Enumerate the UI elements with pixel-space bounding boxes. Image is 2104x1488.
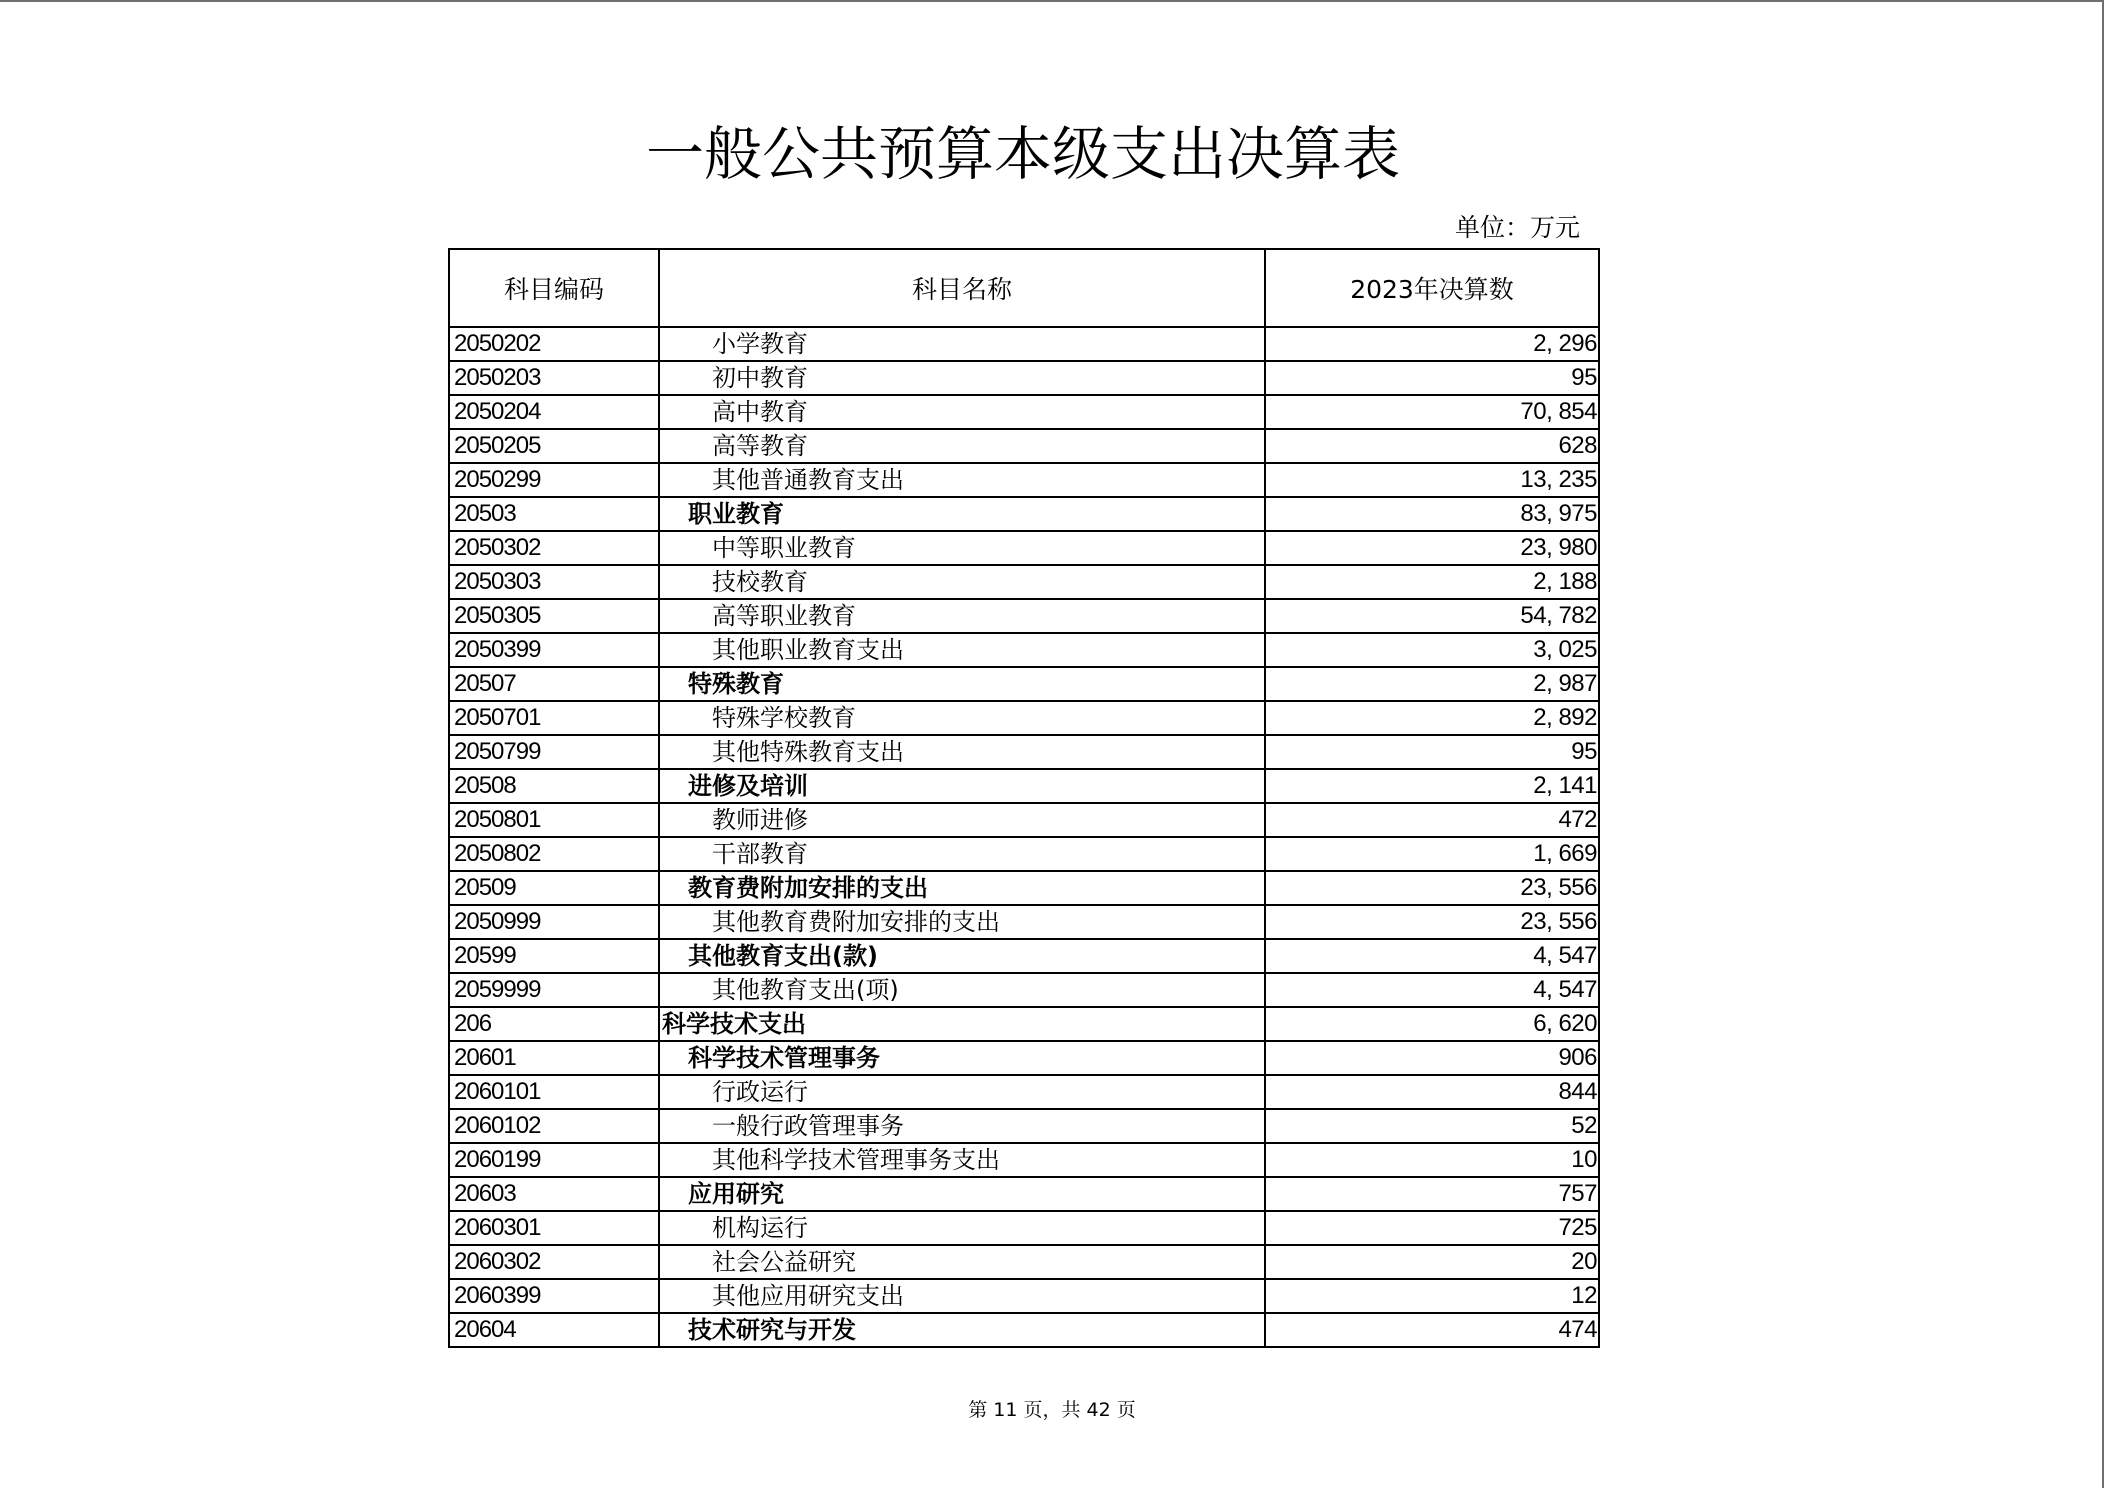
table-row (449, 327, 1599, 361)
cell-name: 高中教育 (659, 395, 1265, 429)
cell-name: 技术研究与开发 (659, 1313, 1265, 1347)
cell-amount: 2, 188 (1265, 565, 1599, 599)
cell-name: 干部教育 (659, 837, 1265, 871)
table-row (449, 837, 1599, 871)
table-row (449, 905, 1599, 939)
cell-amount: 472 (1265, 803, 1599, 837)
cell-amount: 2, 987 (1265, 667, 1599, 701)
cell-amount: 10 (1265, 1143, 1599, 1177)
cell-amount: 844 (1265, 1075, 1599, 1109)
cell-amount: 4, 547 (1265, 973, 1599, 1007)
cell-amount: 83, 975 (1265, 497, 1599, 531)
cell-code: 2060302 (449, 1245, 659, 1279)
table-row (449, 1007, 1599, 1041)
cell-name: 机构运行 (659, 1211, 1265, 1245)
page-top-border (0, 0, 2104, 2)
page-footer: 第 11 页，共 42 页 (968, 1399, 1136, 1421)
cell-code: 2050299 (449, 463, 659, 497)
cell-amount: 4, 547 (1265, 939, 1599, 973)
cell-name: 其他应用研究支出 (659, 1279, 1265, 1313)
header-name: 科目名称 (659, 249, 1265, 327)
cell-amount: 23, 980 (1265, 531, 1599, 565)
cell-name: 教师进修 (659, 803, 1265, 837)
unit-label: 单位：万元 (1454, 213, 1580, 242)
table-row (449, 361, 1599, 395)
document-title: 一般公共预算本级支出决算表 (645, 120, 1400, 188)
cell-code: 2060102 (449, 1109, 659, 1143)
cell-amount: 70, 854 (1265, 395, 1599, 429)
cell-code: 2050801 (449, 803, 659, 837)
table-row (449, 429, 1599, 463)
cell-amount: 906 (1265, 1041, 1599, 1075)
cell-amount: 54, 782 (1265, 599, 1599, 633)
table-row (449, 395, 1599, 429)
table-row (449, 1177, 1599, 1211)
table-row (449, 1313, 1599, 1347)
cell-code: 2059999 (449, 973, 659, 1007)
cell-amount: 2, 141 (1265, 769, 1599, 803)
cell-amount: 12 (1265, 1279, 1599, 1313)
cell-amount: 2, 892 (1265, 701, 1599, 735)
cell-code: 20508 (449, 769, 659, 803)
table-row (449, 1109, 1599, 1143)
cell-name: 社会公益研究 (659, 1245, 1265, 1279)
cell-name: 其他特殊教育支出 (659, 735, 1265, 769)
cell-name: 其他职业教育支出 (659, 633, 1265, 667)
cell-code: 2050999 (449, 905, 659, 939)
cell-code: 20507 (449, 667, 659, 701)
cell-amount: 474 (1265, 1313, 1599, 1347)
cell-name: 特殊学校教育 (659, 701, 1265, 735)
cell-name: 小学教育 (659, 327, 1265, 361)
cell-name: 教育费附加安排的支出 (659, 871, 1265, 905)
header-code: 科目编码 (449, 249, 659, 327)
cell-amount: 95 (1265, 361, 1599, 395)
cell-code: 20604 (449, 1313, 659, 1347)
table-row (449, 939, 1599, 973)
cell-code: 2050399 (449, 633, 659, 667)
cell-code: 20601 (449, 1041, 659, 1075)
cell-name: 初中教育 (659, 361, 1265, 395)
cell-amount: 20 (1265, 1245, 1599, 1279)
cell-code: 20503 (449, 497, 659, 531)
table-body (449, 327, 1599, 1347)
table-row (449, 871, 1599, 905)
cell-amount: 725 (1265, 1211, 1599, 1245)
cell-name: 特殊教育 (659, 667, 1265, 701)
cell-code: 20603 (449, 1177, 659, 1211)
cell-code: 2050701 (449, 701, 659, 735)
table-row (449, 633, 1599, 667)
table-row (449, 735, 1599, 769)
table-row (449, 803, 1599, 837)
cell-amount: 3, 025 (1265, 633, 1599, 667)
cell-code: 206 (449, 1007, 659, 1041)
table-row (449, 667, 1599, 701)
cell-code: 20599 (449, 939, 659, 973)
cell-name: 中等职业教育 (659, 531, 1265, 565)
cell-code: 2060301 (449, 1211, 659, 1245)
cell-code: 2050203 (449, 361, 659, 395)
table-row (449, 1143, 1599, 1177)
table-row (449, 701, 1599, 735)
cell-code: 2050303 (449, 565, 659, 599)
cell-code: 2050202 (449, 327, 659, 361)
header-amount: 2023年决算数 (1265, 249, 1599, 327)
cell-name: 科学技术管理事务 (659, 1041, 1265, 1075)
cell-name: 高等教育 (659, 429, 1265, 463)
cell-name: 其他教育费附加安排的支出 (659, 905, 1265, 939)
cell-amount: 6, 620 (1265, 1007, 1599, 1041)
cell-amount: 23, 556 (1265, 871, 1599, 905)
table-row (449, 599, 1599, 633)
budget-table (448, 248, 1600, 1348)
table-row (449, 497, 1599, 531)
cell-code: 2050205 (449, 429, 659, 463)
cell-name: 高等职业教育 (659, 599, 1265, 633)
cell-amount: 757 (1265, 1177, 1599, 1211)
table-row (449, 1279, 1599, 1313)
table-row (449, 1245, 1599, 1279)
cell-name: 其他教育支出(项) (659, 973, 1265, 1007)
table-row (449, 565, 1599, 599)
cell-amount: 23, 556 (1265, 905, 1599, 939)
cell-amount: 13, 235 (1265, 463, 1599, 497)
table-row (449, 1211, 1599, 1245)
cell-code: 2050302 (449, 531, 659, 565)
cell-code: 2050305 (449, 599, 659, 633)
table-row (449, 1075, 1599, 1109)
table-row (449, 1041, 1599, 1075)
cell-amount: 95 (1265, 735, 1599, 769)
cell-name: 其他教育支出(款) (659, 939, 1265, 973)
cell-name: 应用研究 (659, 1177, 1265, 1211)
table-header (449, 249, 1599, 327)
cell-code: 2050802 (449, 837, 659, 871)
cell-name: 一般行政管理事务 (659, 1109, 1265, 1143)
table-row (449, 769, 1599, 803)
cell-name: 技校教育 (659, 565, 1265, 599)
cell-amount: 1, 669 (1265, 837, 1599, 871)
cell-code: 2050799 (449, 735, 659, 769)
cell-name: 职业教育 (659, 497, 1265, 531)
cell-code: 2050204 (449, 395, 659, 429)
table-row (449, 973, 1599, 1007)
cell-name: 其他普通教育支出 (659, 463, 1265, 497)
cell-code: 2060399 (449, 1279, 659, 1313)
cell-amount: 52 (1265, 1109, 1599, 1143)
cell-amount: 2, 296 (1265, 327, 1599, 361)
cell-code: 2060101 (449, 1075, 659, 1109)
cell-name: 进修及培训 (659, 769, 1265, 803)
table-row (449, 463, 1599, 497)
cell-amount: 628 (1265, 429, 1599, 463)
header-row (449, 249, 1599, 327)
table-row (449, 531, 1599, 565)
cell-code: 20509 (449, 871, 659, 905)
cell-name: 行政运行 (659, 1075, 1265, 1109)
cell-name: 其他科学技术管理事务支出 (659, 1143, 1265, 1177)
cell-code: 2060199 (449, 1143, 659, 1177)
cell-name: 科学技术支出 (659, 1007, 1265, 1041)
